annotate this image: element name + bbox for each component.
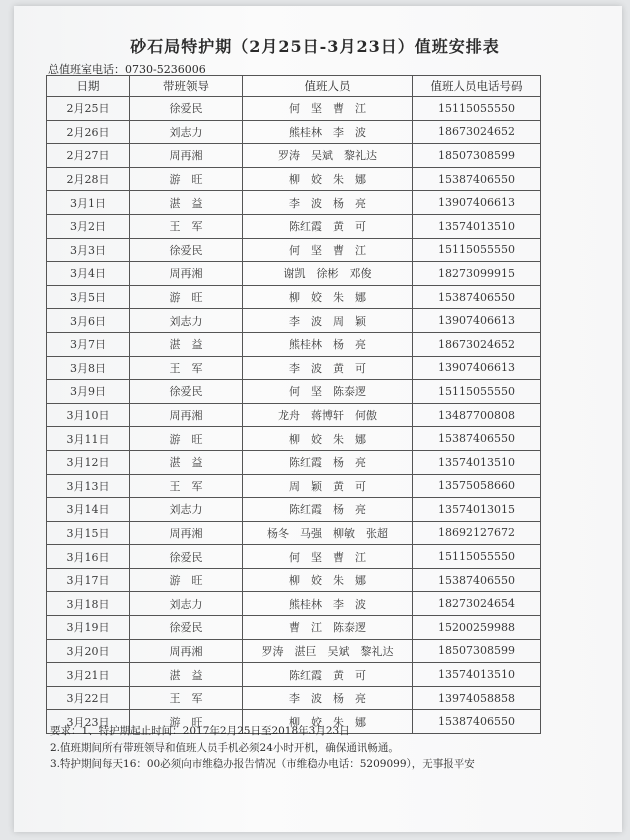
staff-cell: 柳 姣 朱 娜 [243, 285, 413, 309]
date-cell: 3月18日 [47, 592, 130, 616]
staff-cell: 熊桂林 李 波 [243, 592, 413, 616]
staff-cell: 柳 姣 朱 娜 [243, 427, 413, 451]
staff-cell: 曹 江 陈泰逻 [243, 616, 413, 640]
phone-cell: 15115055550 [413, 380, 541, 404]
notes-section [50, 723, 475, 773]
table-row [47, 568, 541, 592]
table-row [47, 97, 541, 121]
phone-cell: 18673024652 [413, 120, 541, 144]
table-row [47, 356, 541, 380]
leader-cell: 游 旺 [130, 568, 243, 592]
date-cell: 3月14日 [47, 498, 130, 522]
staff-cell: 熊桂林 杨 亮 [243, 332, 413, 356]
phone-cell: 13907406613 [413, 191, 541, 215]
date-cell: 2月28日 [47, 167, 130, 191]
table-row [47, 332, 541, 356]
staff-cell: 周 颖 黄 可 [243, 474, 413, 498]
date-cell: 3月13日 [47, 474, 130, 498]
phone-cell: 15387406550 [413, 427, 541, 451]
staff-cell: 陈红霞 黄 可 [243, 663, 413, 687]
leader-cell: 刘志力 [130, 592, 243, 616]
phone-cell: 13907406613 [413, 356, 541, 380]
table-row [47, 120, 541, 144]
table-row [47, 309, 541, 333]
phone-cell: 15387406550 [413, 568, 541, 592]
phone-cell: 15115055550 [413, 238, 541, 262]
phone-cell: 15387406550 [413, 710, 541, 734]
staff-cell: 何 坚 曹 江 [243, 238, 413, 262]
date-cell: 3月3日 [47, 238, 130, 262]
leader-cell: 周再湘 [130, 262, 243, 286]
date-cell: 3月19日 [47, 616, 130, 640]
date-cell: 3月9日 [47, 380, 130, 404]
date-cell: 3月20日 [47, 639, 130, 663]
header-leader: 带班领导 [130, 76, 243, 97]
date-cell: 3月12日 [47, 450, 130, 474]
table-row [47, 214, 541, 238]
date-cell: 3月10日 [47, 403, 130, 427]
date-cell: 3月1日 [47, 191, 130, 215]
phone-cell: 18673024652 [413, 332, 541, 356]
leader-cell: 刘志力 [130, 498, 243, 522]
date-cell: 3月5日 [47, 285, 130, 309]
date-cell: 3月6日 [47, 309, 130, 333]
table-row [47, 262, 541, 286]
leader-cell: 徐爱民 [130, 616, 243, 640]
staff-cell: 何 坚 陈泰逻 [243, 380, 413, 404]
table-row [47, 545, 541, 569]
table-body [47, 97, 541, 734]
header-phone: 值班人员电话号码 [413, 76, 541, 97]
staff-cell: 罗涛 吴斌 黎礼达 [243, 144, 413, 168]
staff-cell: 柳 姣 朱 娜 [243, 167, 413, 191]
leader-cell: 游 旺 [130, 167, 243, 191]
table-row [47, 498, 541, 522]
staff-cell: 熊桂林 李 波 [243, 120, 413, 144]
date-cell: 2月26日 [47, 120, 130, 144]
staff-cell: 谢凯 徐彬 邓俊 [243, 262, 413, 286]
document-title: 砂石局特护期（2月25日-3月23日）值班安排表 [130, 37, 500, 56]
table-row [47, 380, 541, 404]
staff-cell: 李 波 黄 可 [243, 356, 413, 380]
phone-cell: 15387406550 [413, 285, 541, 309]
phone-cell: 13574013510 [413, 214, 541, 238]
phone-cell: 13574013510 [413, 450, 541, 474]
phone-cell: 18692127672 [413, 521, 541, 545]
leader-cell: 湛 益 [130, 191, 243, 215]
leader-cell: 周再湘 [130, 521, 243, 545]
staff-cell: 李 波 周 颖 [243, 309, 413, 333]
date-cell: 2月25日 [47, 97, 130, 121]
date-cell: 3月7日 [47, 332, 130, 356]
leader-cell: 周再湘 [130, 403, 243, 427]
staff-cell: 柳 姣 朱 娜 [243, 568, 413, 592]
leader-cell: 周再湘 [130, 639, 243, 663]
table-row [47, 686, 541, 710]
table-row [47, 167, 541, 191]
phone-cell: 13575058660 [413, 474, 541, 498]
leader-cell: 湛 益 [130, 663, 243, 687]
leader-cell: 王 军 [130, 474, 243, 498]
leader-cell: 湛 益 [130, 332, 243, 356]
staff-cell: 何 坚 曹 江 [243, 97, 413, 121]
staff-cell: 李 波 杨 亮 [243, 686, 413, 710]
header-staff: 值班人员 [243, 76, 413, 97]
staff-cell: 陈红霞 杨 亮 [243, 498, 413, 522]
table-row [47, 238, 541, 262]
date-cell: 3月2日 [47, 214, 130, 238]
leader-cell: 湛 益 [130, 450, 243, 474]
duty-roster-table [46, 75, 541, 734]
table-row [47, 427, 541, 451]
date-cell: 3月17日 [47, 568, 130, 592]
staff-cell: 龙舟 蒋博轩 何傲 [243, 403, 413, 427]
date-cell: 3月4日 [47, 262, 130, 286]
leader-cell: 刘志力 [130, 309, 243, 333]
table-row [47, 285, 541, 309]
table-row [47, 450, 541, 474]
phone-cell: 18507308599 [413, 639, 541, 663]
table-row [47, 616, 541, 640]
phone-cell: 18273024654 [413, 592, 541, 616]
staff-cell: 杨冬 马强 柳敏 张超 [243, 521, 413, 545]
staff-cell: 罗涛 湛巨 吴斌 黎礼达 [243, 639, 413, 663]
duty-room-phone: 总值班室电话：0730-5236006 [48, 63, 206, 76]
date-cell: 3月21日 [47, 663, 130, 687]
phone-cell: 13907406613 [413, 309, 541, 333]
leader-cell: 游 旺 [130, 427, 243, 451]
date-cell: 3月15日 [47, 521, 130, 545]
table-row [47, 474, 541, 498]
staff-cell: 何 坚 曹 江 [243, 545, 413, 569]
leader-cell: 徐爱民 [130, 238, 243, 262]
leader-cell: 王 军 [130, 356, 243, 380]
phone-cell: 15115055550 [413, 545, 541, 569]
table-row [47, 592, 541, 616]
phone-cell: 18273099915 [413, 262, 541, 286]
leader-cell: 游 旺 [130, 285, 243, 309]
table-row [47, 663, 541, 687]
phone-cell: 18507308599 [413, 144, 541, 168]
table-row [47, 403, 541, 427]
leader-cell: 徐爱民 [130, 97, 243, 121]
leader-cell: 刘志力 [130, 120, 243, 144]
date-cell: 3月23日 [47, 710, 130, 734]
leader-cell: 徐爱民 [130, 545, 243, 569]
date-cell: 3月22日 [47, 686, 130, 710]
leader-cell: 周再湘 [130, 144, 243, 168]
phone-cell: 15200259988 [413, 616, 541, 640]
leader-cell: 王 军 [130, 214, 243, 238]
phone-cell: 15387406550 [413, 167, 541, 191]
phone-cell: 13974058858 [413, 686, 541, 710]
note-line: 2.值班期间所有带班领导和值班人员手机必须24小时开机，确保通讯畅通。 [50, 741, 399, 754]
phone-cell: 13574013015 [413, 498, 541, 522]
table-row [47, 521, 541, 545]
table-row [47, 191, 541, 215]
note-line: 要求：1、特护期起止时间：2017年2月25日至2018年3月23日 [50, 725, 350, 737]
staff-cell: 李 波 杨 亮 [243, 191, 413, 215]
leader-cell: 游 旺 [130, 710, 243, 734]
note-line: 3.特护期间每天16：00必须向市维稳办报告情况（市维稳办电话：5209099），无事报平安 [50, 758, 475, 770]
table-header-row [47, 76, 541, 97]
leader-cell: 徐爱民 [130, 380, 243, 404]
date-cell: 3月8日 [47, 356, 130, 380]
phone-cell: 13574013510 [413, 663, 541, 687]
header-date: 日期 [47, 76, 130, 97]
staff-cell: 陈红霞 黄 可 [243, 214, 413, 238]
table-row [47, 639, 541, 663]
staff-cell: 陈红霞 杨 亮 [243, 450, 413, 474]
date-cell: 3月11日 [47, 427, 130, 451]
table-row [47, 144, 541, 168]
phone-cell: 13487700808 [413, 403, 541, 427]
leader-cell: 王 军 [130, 686, 243, 710]
date-cell: 3月16日 [47, 545, 130, 569]
date-cell: 2月27日 [47, 144, 130, 168]
staff-cell: 柳 姣 朱 娜 [243, 710, 413, 734]
phone-cell: 15115055550 [413, 97, 541, 121]
